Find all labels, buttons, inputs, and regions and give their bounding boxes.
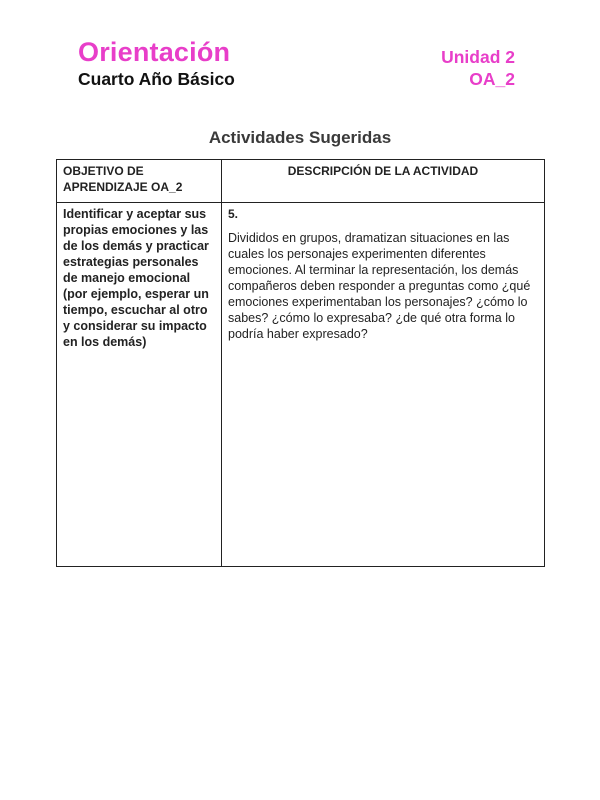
unit-label: Unidad 2 bbox=[441, 47, 515, 67]
header-description-label: DESCRIPCIÓN DE LA ACTIVIDAD bbox=[287, 164, 479, 178]
activity-number: 5. bbox=[228, 207, 239, 221]
header-right bbox=[441, 46, 515, 90]
objective-text: Identificar y aceptar sus propias emociones y las de los demás y practicar estrategias personales de manejo emocional (por ejemplo, esperar un tiempo, escuchar al otro y considerar su impacto en los demás) bbox=[63, 207, 209, 349]
activity-cell bbox=[222, 203, 545, 567]
page-subtitle: Cuarto Año Básico bbox=[78, 69, 235, 89]
activity-description: Divididos en grupos, dramatizan situaciones en las cuales los personajes experimenten diferentes emociones. Al terminar la representación, los demás compañeros deben responder a preguntas como ¿qué emociones experimentaban los personajes? ¿cómo lo sabes? ¿cómo lo expresaba? ¿de qué otra forma lo podría haber expresado? bbox=[228, 231, 531, 341]
header-cell-objective bbox=[57, 160, 222, 203]
oa-label: OA_2 bbox=[469, 69, 515, 89]
header-objective-label: OBJETIVO DE APRENDIZAJE OA_2 bbox=[63, 164, 183, 194]
section-title: Actividades Sugeridas bbox=[208, 128, 392, 147]
page-title: Orientación bbox=[78, 37, 231, 67]
activities-table bbox=[56, 159, 545, 567]
header-cell-description bbox=[222, 160, 545, 203]
header-left bbox=[78, 36, 235, 90]
table-row bbox=[57, 203, 545, 567]
objective-cell bbox=[57, 203, 222, 567]
table-header-row bbox=[57, 160, 545, 203]
